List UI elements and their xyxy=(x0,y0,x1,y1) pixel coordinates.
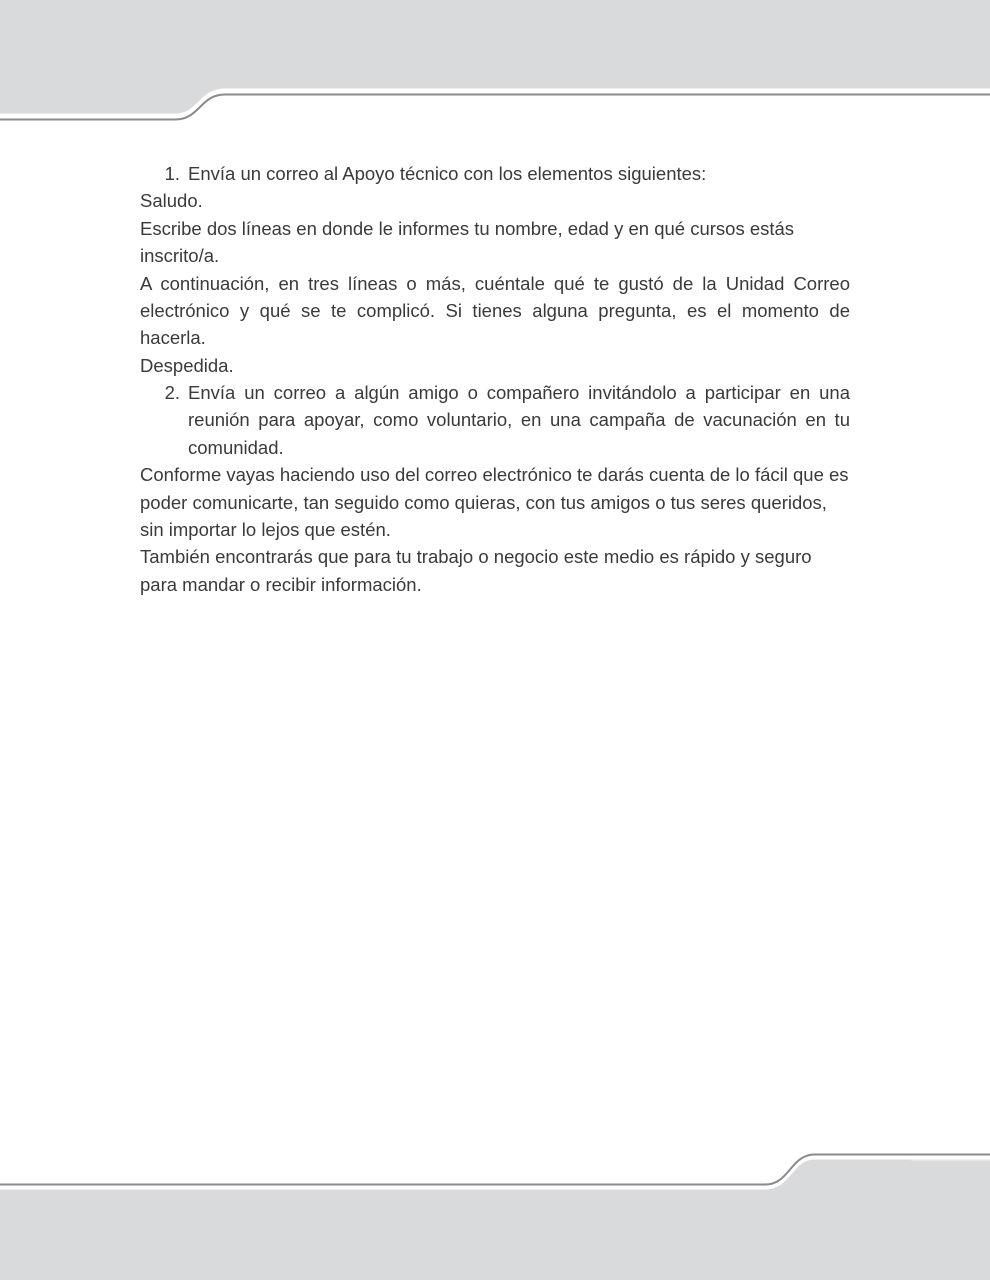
list-item-text: Envía un correo a algún amigo o compañero invitándolo a participar en una reunión para apoyar, como voluntario, en una campaña de vacunación en tu comunidad. xyxy=(188,382,850,458)
list-item-marker: 1. xyxy=(164,163,180,184)
paragraph: Despedida. xyxy=(140,354,234,376)
numbered-list xyxy=(140,160,850,187)
list-item xyxy=(150,379,850,461)
paragraph: Conforme vayas haciendo uso del correo electrónico te darás cuenta de lo fácil que es poder comunicarte, tan seguido como quieras, con tus amigos o tus seres queridos, sin importar lo lejos que estén. xyxy=(140,464,849,540)
list-item-text: Envía un correo al Apoyo técnico con los elementos siguientes: xyxy=(188,163,707,184)
document-body xyxy=(140,160,850,598)
numbered-list xyxy=(140,379,850,461)
list-item-marker: 2. xyxy=(164,382,180,403)
list-item xyxy=(150,160,850,187)
paragraph: Escribe dos líneas en donde le informes tu nombre, edad y en qué cursos estás inscrito/a. xyxy=(140,217,795,267)
paragraph: También encontrarás que para tu trabajo o negocio este medio es rápido y seguro para mandar o recibir información. xyxy=(140,546,812,595)
paragraph: Saludo. xyxy=(140,190,203,212)
paragraph: A continuación, en tres líneas o más, cuéntale qué te gustó de la Unidad Correo electrónico y qué se te complicó. Si tienes alguna pregunta, es el momento de hacerla. xyxy=(140,272,850,349)
